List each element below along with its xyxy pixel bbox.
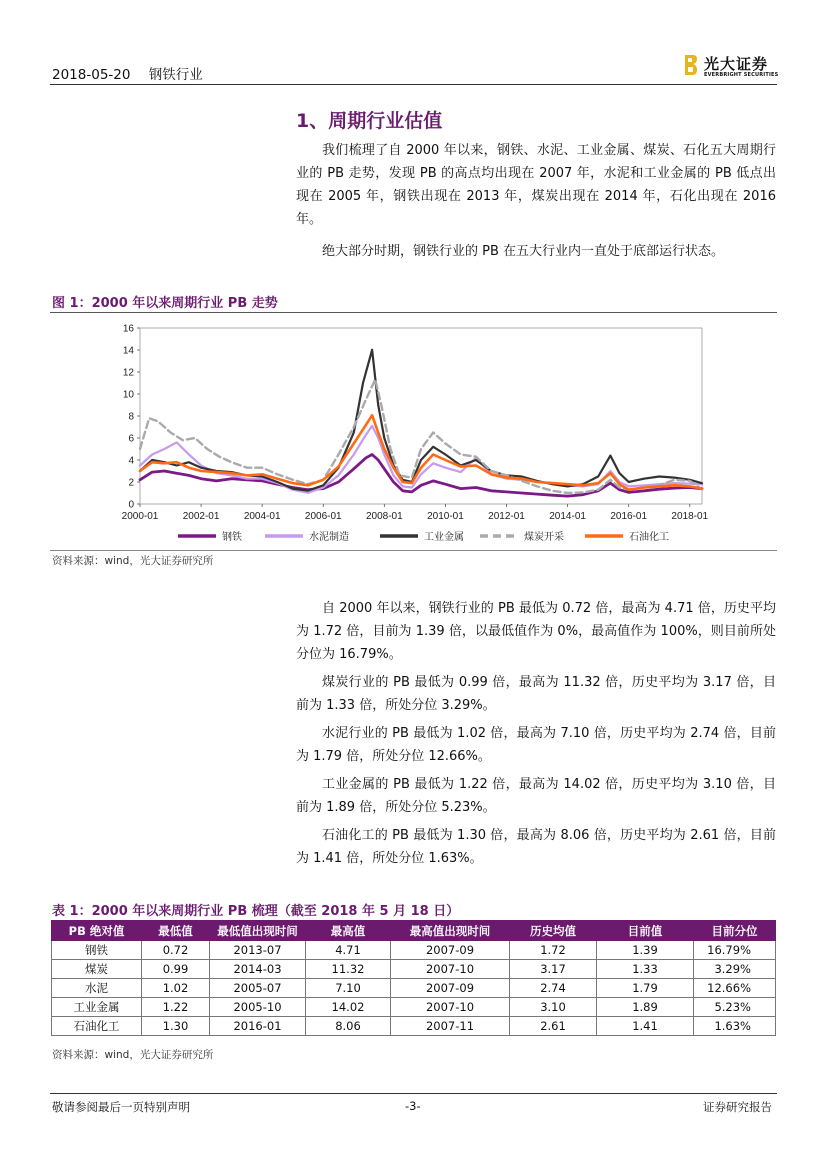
x-tick-label: 2000-01 <box>121 511 159 522</box>
table-cell: 水泥 <box>52 979 142 998</box>
pb-summary-table <box>51 920 776 1036</box>
table-cell: 2013-07 <box>210 941 306 960</box>
table-cell: 11.32 <box>306 960 391 979</box>
footer-divider <box>50 1093 777 1094</box>
table-cell: 1.30 <box>142 1017 210 1036</box>
table-cell: 2007-10 <box>391 960 510 979</box>
table-cell: 1.89 <box>597 998 694 1017</box>
table-cell: 2005-10 <box>210 998 306 1017</box>
table-cell: 煤炭 <box>52 960 142 979</box>
table-cell: 3.17 <box>510 960 597 979</box>
report-date: 2018-05-20 <box>52 67 131 83</box>
x-tick-label: 2010-01 <box>427 511 464 522</box>
analysis-petrochem: 石油化工的 PB 最低为 1.30 倍，最高为 8.06 倍，历史平均为 2.61 倍，目前为 1.41 倍，所处分位 1.63%。 <box>296 828 776 866</box>
intro-paragraph-1: 我们梳理了自 2000 年以来，钢铁、水泥、工业金属、煤炭、石化五大周期行业的 PB 走势，发现 PB 的高点均出现在 2007 年，水泥和工业金属的 PB 低点出现在 2005 年，钢铁出现在 2013 年，煤炭出现在 2014 年，石化出现在 2016 年。 <box>296 143 776 227</box>
legend-label: 石油化工 <box>629 532 669 543</box>
logo-mark-icon <box>684 54 698 76</box>
figure-bottom-rule <box>50 550 777 551</box>
table-cell: 14.02 <box>306 998 391 1017</box>
table-cell: 5.23% <box>694 998 776 1017</box>
analysis-block <box>296 597 776 870</box>
table-cell: 1.22 <box>142 998 210 1017</box>
x-tick-label: 2012-01 <box>488 511 525 522</box>
table-cell: 7.10 <box>306 979 391 998</box>
header-divider <box>50 84 777 85</box>
table-cell: 3.10 <box>510 998 597 1017</box>
footer-disclaimer: 敬请参阅最后一页特别声明 <box>52 1100 190 1114</box>
pb-line-chart <box>50 318 730 548</box>
figure-top-rule <box>50 312 777 313</box>
table-cell: 石油化工 <box>52 1017 142 1036</box>
y-tick-label: 14 <box>122 345 134 357</box>
table-header-row <box>52 921 776 941</box>
table-row <box>52 941 776 960</box>
table-title: 表 1：2000 年以来周期行业 PB 梳理（截至 2018 年 5 月 18 日） <box>52 904 460 919</box>
analysis-metals: 工业金属的 PB 最低为 1.22 倍，最高为 14.02 倍，历史平均为 3.10 倍，目前为 1.89 倍，所处分位 5.23%。 <box>296 777 776 815</box>
x-tick-label: 2002-01 <box>182 511 220 522</box>
logo-name-cn: 光大证券 <box>704 55 769 73</box>
table-row <box>52 979 776 998</box>
legend-label: 钢铁 <box>222 532 242 543</box>
col-header: 目前值 <box>597 921 694 941</box>
x-tick-label: 2008-01 <box>365 511 403 522</box>
table-row <box>52 960 776 979</box>
y-tick-label: 10 <box>122 389 134 401</box>
y-tick-label: 16 <box>122 323 134 335</box>
table-row <box>52 1017 776 1036</box>
x-tick-label: 2018-01 <box>671 511 709 522</box>
table-cell: 1.02 <box>142 979 210 998</box>
y-tick-label: 4 <box>128 455 134 467</box>
y-tick-label: 2 <box>128 477 134 489</box>
y-tick-label: 6 <box>128 433 134 445</box>
table-cell: 2007-09 <box>391 979 510 998</box>
col-header: 最低值出现时间 <box>210 921 306 941</box>
table-source: 资料来源：wind，光大证券研究所 <box>52 1049 214 1061</box>
table-cell: 1.33 <box>597 960 694 979</box>
plot-frame <box>140 328 702 504</box>
table-cell: 8.06 <box>306 1017 391 1036</box>
broker-logo <box>684 52 780 82</box>
report-header <box>52 63 203 83</box>
section-intro <box>296 139 776 263</box>
x-tick-label: 2006-01 <box>304 511 342 522</box>
table-cell: 12.66% <box>694 979 776 998</box>
legend-label: 水泥制造 <box>309 532 349 543</box>
table-cell: 4.71 <box>306 941 391 960</box>
table-cell: 2007-09 <box>391 941 510 960</box>
table-cell: 3.29% <box>694 960 776 979</box>
col-header: 最低值 <box>142 921 210 941</box>
table-cell: 2.61 <box>510 1017 597 1036</box>
analysis-coal: 煤炭行业的 PB 最低为 0.99 倍，最高为 11.32 倍，历史平均为 3.17 倍，目前为 1.33 倍，所处分位 3.29%。 <box>296 675 776 713</box>
col-header: 最高值 <box>306 921 391 941</box>
col-header: 历史均值 <box>510 921 597 941</box>
intro-paragraph-2: 绝大部分时期，钢铁行业的 PB 在五大行业内一直处于底部运行状态。 <box>322 244 725 259</box>
section-title: 1、周期行业估值 <box>296 110 443 132</box>
table-cell: 2016-01 <box>210 1017 306 1036</box>
table-cell: 1.39 <box>597 941 694 960</box>
report-industry: 钢铁行业 <box>148 67 203 83</box>
col-header: PB 绝对值 <box>52 921 142 941</box>
y-tick-label: 12 <box>122 367 134 379</box>
x-tick-label: 2014-01 <box>549 511 586 522</box>
table-cell: 1.63% <box>694 1017 776 1036</box>
table-cell: 工业金属 <box>52 998 142 1017</box>
table-cell: 2005-07 <box>210 979 306 998</box>
legend-label: 煤炭开采 <box>524 532 564 543</box>
table-cell: 钢铁 <box>52 941 142 960</box>
table-cell: 0.99 <box>142 960 210 979</box>
y-tick-label: 0 <box>128 499 134 511</box>
col-header: 目前分位 <box>694 921 776 941</box>
table-cell: 2007-11 <box>391 1017 510 1036</box>
table-cell: 0.72 <box>142 941 210 960</box>
figure-source: 资料来源：wind，光大证券研究所 <box>52 555 214 567</box>
table-row <box>52 998 776 1017</box>
table-cell: 1.41 <box>597 1017 694 1036</box>
x-tick-label: 2016-01 <box>610 511 648 522</box>
table-cell: 2007-10 <box>391 998 510 1017</box>
figure-title: 图 1：2000 年以来周期行业 PB 走势 <box>52 296 278 311</box>
col-header: 最高值出现时间 <box>391 921 510 941</box>
table-cell: 2.74 <box>510 979 597 998</box>
analysis-steel: 自 2000 年以来，钢铁行业的 PB 最低为 0.72 倍，最高为 4.71 倍，历史平均为 1.72 倍，目前为 1.39 倍，以最低值作为 0%，最高值作为 100%，则目前所处分位为 16.79%。 <box>296 601 776 662</box>
table-cell: 16.79% <box>694 941 776 960</box>
table-cell: 2014-03 <box>210 960 306 979</box>
x-tick-label: 2004-01 <box>243 511 281 522</box>
y-tick-label: 8 <box>128 411 134 423</box>
page-number: -3- <box>405 1099 421 1113</box>
table-cell: 1.79 <box>597 979 694 998</box>
logo-name-en: EVERBRIGHT SECURITIES <box>704 72 779 78</box>
legend-label: 工业金属 <box>424 532 464 543</box>
table-cell: 1.72 <box>510 941 597 960</box>
footer-report-type: 证券研究报告 <box>703 1100 772 1114</box>
analysis-cement: 水泥行业的 PB 最低为 1.02 倍，最高为 7.10 倍，历史平均为 2.74 倍，目前为 1.79 倍，所处分位 12.66%。 <box>296 726 776 764</box>
